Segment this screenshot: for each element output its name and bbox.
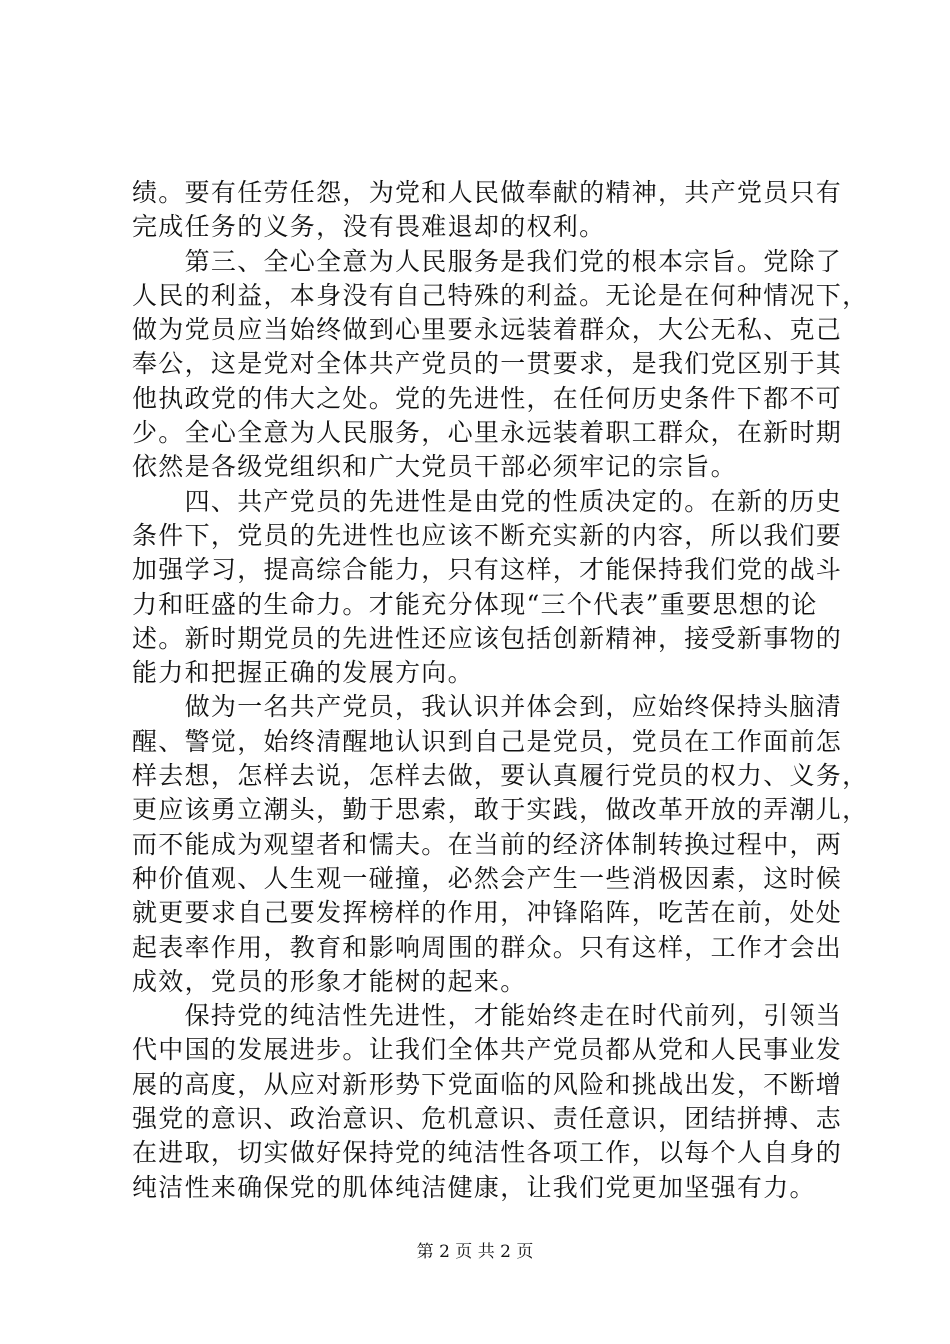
text-line: 人民的利益，本身没有自己特殊的利益。无论是在何种情况下， [132,280,869,310]
text-line: 就更要求自己要发挥榜样的作用，冲锋陷阵，吃苦在前，处处 [132,898,843,928]
text-line: 加强学习，提高综合能力，只有这样，才能保持我们党的战斗 [132,555,843,585]
text-line: 第三、全心全意为人民服务是我们党的根本宗旨。党除了 [132,246,843,276]
text-line: 奉公，这是党对全体共产党员的一贯要求，是我们党区别于其 [132,349,843,379]
text-line: 他执政党的伟大之处。党的先进性，在任何历史条件下都不可 [132,383,843,413]
text-line: 成效，党员的形象才能树的起来。 [132,966,527,996]
text-line: 述。新时期党员的先进性还应该包括创新精神，接受新事物的 [132,623,843,653]
text-line: 在进取，切实做好保持党的纯洁性各项工作，以每个人自身的 [132,1138,843,1168]
text-line: 绩。要有任劳任怨，为党和人民做奉献的精神，共产党员只有 [132,178,843,207]
text-line: 完成任务的义务，没有畏难退却的权利。 [132,212,606,242]
text-line: 种价值观、人生观一碰撞，必然会产生一些消极因素，这时候 [132,863,843,893]
text-line: 强党的意识、政治意识、危机意识、责任意识，团结拼搏、志 [132,1104,843,1134]
text-line: 展的高度，从应对新形势下党面临的风险和挑战出发，不断增 [132,1069,843,1099]
text-line: 样去想，怎样去说，怎样去做，要认真履行党员的权力、义务， [132,761,869,791]
text-line: 力和旺盛的生命力。才能充分体现“三个代表”重要思想的论 [132,589,818,619]
text-line: 四、共产党员的先进性是由党的性质决定的。在新的历史 [132,486,843,516]
text-line: 做为一名共产党员，我认识并体会到，应始终保持头脑清 [132,692,843,722]
text-line: 能力和把握正确的发展方向。 [132,658,474,688]
text-line: 起表率作用，教育和影响周围的群众。只有这样，工作才会出 [132,932,843,962]
page-number-footer: 第 2 页 共 2 页 [416,1242,534,1262]
text-line: 保持党的纯洁性先进性，才能始终走在时代前列，引领当 [132,1001,843,1031]
text-line: 依然是各级党组织和广大党员干部必须牢记的宗旨。 [132,452,737,482]
text-line: 做为党员应当始终做到心里要永远装着群众，大公无私、克己 [132,315,843,345]
text-line: 更应该勇立潮头，勤于思索，敢于实践，做改革开放的弄潮儿， [132,795,869,825]
text-line: 少。全心全意为人民服务，心里永远装着职工群众，在新时期 [132,418,843,448]
text-line: 而不能成为观望者和懦夫。在当前的经济体制转换过程中，两 [132,829,843,859]
text-line: 醒、警觉，始终清醒地认识到自己是党员，党员在工作面前怎 [132,726,843,756]
text-line: 条件下，党员的先进性也应该不断充实新的内容，所以我们要 [132,520,843,550]
document-body [132,176,869,1205]
text-line: 纯洁性来确保党的肌体纯洁健康，让我们党更加坚强有力。 [132,1172,816,1202]
text-line: 代中国的发展进步。让我们全体共产党员都从党和人民事业发 [132,1035,843,1065]
